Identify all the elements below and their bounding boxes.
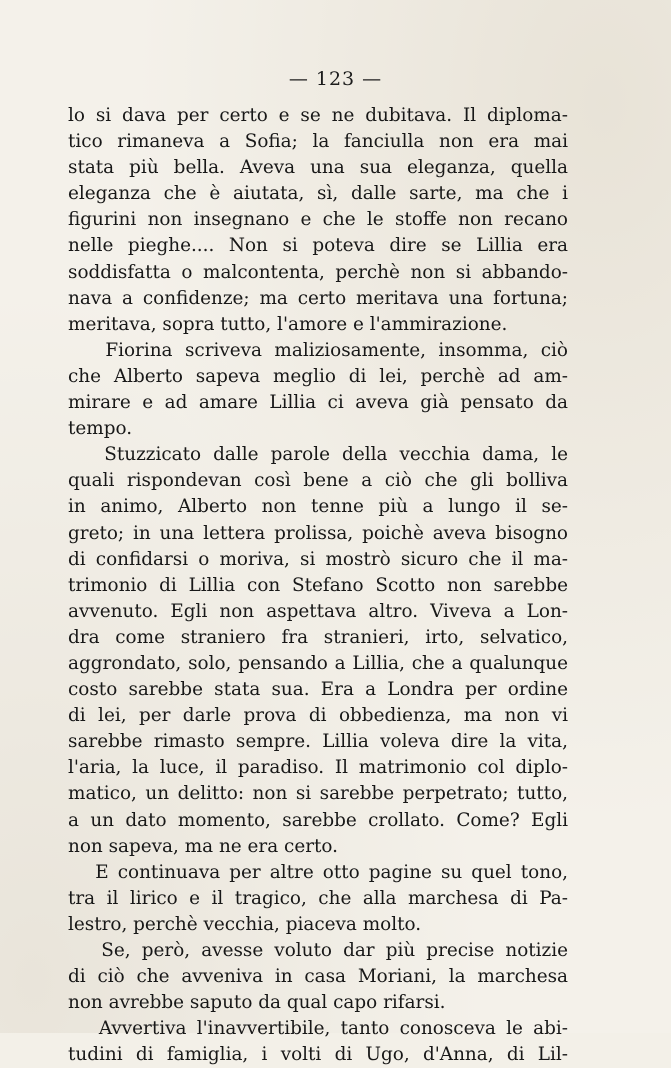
text-line: non avrebbe saputo da qual capo rifarsi. (68, 992, 446, 1014)
text-line: matico, un delitto: non si sarebbe perpetrato; tutto, (68, 783, 568, 805)
text-line: tempo. (68, 418, 133, 440)
text-line: greto; in una lettera prolissa, poichè aveva bisogno (68, 522, 568, 544)
text-line: tico rimaneva a Sofia; la fanciulla non era mai (68, 131, 568, 153)
text-line: in animo, Alberto non tenne più a lungo il se- (68, 496, 568, 518)
text-line: stata più bella. Aveva una sua eleganza, quella (68, 157, 568, 179)
text-line: costo sarebbe stata sua. Era a Londra per ordine (68, 679, 568, 701)
text-line: soddisfatta o malcontenta, perchè non si abbando- (68, 261, 568, 283)
text-line: l'aria, la luce, il paradiso. Il matrimonio col diplo- (68, 757, 568, 779)
text-line: E continuava per altre otto pagine su quel tono, (68, 861, 568, 883)
text-line: lo si dava per certo e se ne dubitava. Il diploma- (68, 105, 568, 126)
text-line: Se, però, avesse voluto dar più precise notizie (68, 940, 568, 961)
text-line: figurini non insegnano e che le stoffe non recano (68, 209, 568, 231)
text-line: quali rispondevan così bene a ciò che gli bolliva (68, 470, 568, 492)
text-line: aggrondato, solo, pensando a Lillia, che a qualunque (68, 652, 568, 674)
text-line: tudini di famiglia, i volti di Ugo, d'Anna, di Lil- (68, 1044, 568, 1066)
text-line: eleganza che è aiutata, sì, dalle sarte, ma che i (68, 183, 568, 205)
text-line: avvenuto. Egli non aspettava altro. Viveva a Lon- (68, 600, 568, 622)
text-line: a un dato momento, sarebbe crollato. Come? Egli (68, 809, 568, 831)
text-line: di confidarsi o moriva, si mostrò sicuro che il ma- (68, 548, 568, 570)
text-line: Avvertiva l'inavvertibile, tanto conosceva le abi- (68, 1018, 568, 1040)
text-line: Stuzzicato dalle parole della vecchia dama, le (68, 444, 568, 466)
text-line: lestro, perchè vecchia, piaceva molto. (68, 913, 422, 935)
body-text (68, 103, 568, 1068)
text-line: sarebbe rimasto sempre. Lillia voleva dire la vita, (68, 731, 568, 753)
text-line: Fiorina scriveva maliziosamente, insomma, ciò (68, 339, 568, 361)
text-line: mirare e ad amare Lillia ci aveva già pensato da (68, 392, 568, 414)
text-line: non sapeva, ma ne era certo. (68, 835, 338, 857)
text-line: di lei, per darle prova di obbedienza, ma non vi (68, 705, 568, 727)
text-line: tra il lirico e il tragico, che alla marchesa di Pa- (68, 887, 568, 909)
text-line: meritava, sopra tutto, l'amore e l'ammirazione. (68, 313, 508, 335)
text-line: dra come straniero fra stranieri, irto, selvatico, (68, 626, 568, 648)
text-line: che Alberto sapeva meglio di lei, perchè ad am- (68, 365, 568, 387)
text-line: nelle pieghe.... Non si poteva dire se Lillia era (68, 235, 568, 257)
page-number: — 123 — (288, 68, 383, 90)
text-line: di ciò che avveniva in casa Moriani, la marchesa (68, 966, 568, 988)
text-line: nava a confidenze; ma certo meritava una fortuna; (68, 287, 568, 309)
text-line: trimonio di Lillia con Stefano Scotto non sarebbe (68, 574, 568, 596)
